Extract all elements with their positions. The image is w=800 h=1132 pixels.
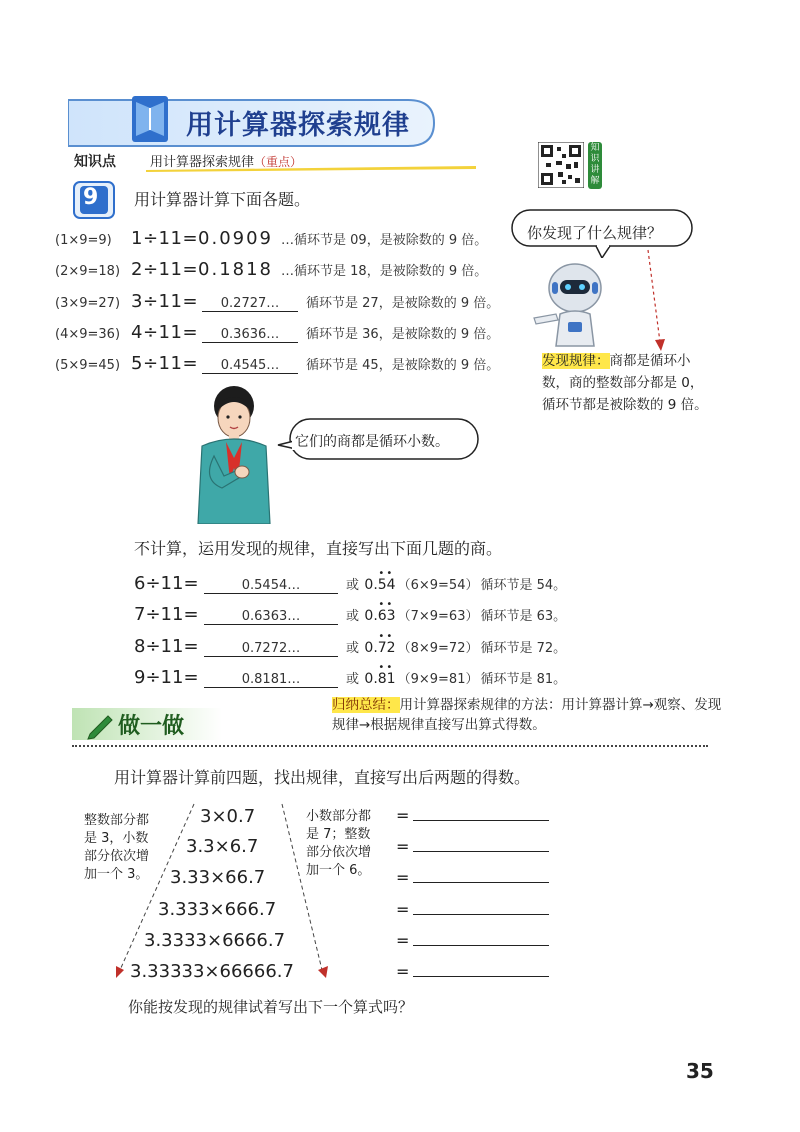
- direct-or: 或: [346, 609, 360, 624]
- row-answer: 0.3636…: [202, 327, 298, 343]
- direct-note: 循环节是 63。: [480, 609, 567, 624]
- direct-or: 或: [346, 578, 360, 593]
- example-number: 9: [83, 185, 99, 210]
- repeating-decimal-value: 0.63: [364, 608, 396, 624]
- page-number: 35: [686, 1059, 714, 1083]
- expression: 3.3333×6666.7: [144, 930, 286, 951]
- page-title: 用计算器探索规律: [186, 110, 410, 141]
- row-answer: 0.2727…: [202, 296, 298, 312]
- repeating-decimal: 0.72 ••: [364, 631, 396, 656]
- row-note: …循环节是 09，是被除数的 9 倍。: [281, 233, 488, 248]
- answer-blank[interactable]: [396, 931, 549, 950]
- row-result: 0.0909: [198, 228, 274, 249]
- row-note: 循环节是 36，是被除数的 9 倍。: [306, 327, 500, 342]
- direct-answer: 0.5454…: [204, 578, 338, 594]
- row-result: 0.1818: [198, 259, 274, 280]
- answer-line[interactable]: [413, 962, 549, 977]
- expression: 3.333×666.7: [158, 899, 277, 920]
- example-row: [55, 291, 499, 315]
- do-it-prompt: 用计算器计算前四题，找出规律，直接写出后两题的得数。: [114, 768, 531, 787]
- direct-row: [134, 662, 567, 688]
- direct-equation: 6÷11=: [134, 573, 199, 594]
- summary-label: 归纳总结：: [332, 697, 400, 713]
- do-it-title: 做一做: [118, 714, 185, 739]
- answer-line[interactable]: [413, 900, 549, 915]
- direct-row: [134, 599, 567, 625]
- right-pattern-note: 小数部分都是 7；整数部分依次增加一个 6。: [306, 809, 372, 878]
- qr-code-block[interactable]: [538, 140, 610, 190]
- row-equation: 2÷11=: [131, 259, 199, 280]
- direct-note: 循环节是 72。: [480, 641, 567, 656]
- direct-note: 循环节是 81。: [480, 672, 567, 687]
- equals-sign: =: [396, 806, 410, 825]
- row-equation: 3÷11=: [131, 291, 199, 312]
- row-prefix: (1×9=9): [55, 233, 112, 248]
- direct-note: 循环节是 54。: [480, 578, 567, 593]
- row-prefix: (2×9=18): [55, 264, 121, 279]
- equals-sign: =: [396, 962, 410, 981]
- example-row: [55, 322, 499, 346]
- summary-block: [332, 695, 722, 735]
- direct-or: 或: [346, 641, 360, 656]
- knowledge-point-text: [150, 151, 302, 170]
- direct-equation: 7÷11=: [134, 604, 199, 625]
- expression: 3×0.7: [200, 806, 256, 827]
- direct-prompt: 不计算，运用发现的规律，直接写出下面几题的商。: [134, 539, 503, 558]
- example-row: [55, 353, 499, 377]
- robot-illustration: [530, 258, 610, 348]
- direct-answer: 0.7272…: [204, 641, 338, 657]
- direct-answer: 0.8181…: [204, 672, 338, 688]
- direct-or: 或: [346, 672, 360, 687]
- row-note: 循环节是 27，是被除数的 9 倍。: [306, 296, 500, 311]
- answer-blank[interactable]: [396, 962, 549, 981]
- girl-illustration: [184, 384, 280, 524]
- answer-blank[interactable]: [396, 837, 549, 856]
- repeating-decimal: 0.81 ••: [364, 662, 396, 687]
- answer-blank[interactable]: [396, 806, 549, 825]
- direct-paren: （6×9=54）: [397, 578, 479, 593]
- left-pattern-note: 整数部分都是 3，小数部分依次增加一个 3。: [84, 813, 150, 882]
- robot-question: 你发现了什么规律？: [527, 224, 663, 242]
- row-equation: 5÷11=: [131, 353, 199, 374]
- expression: 3.33×66.7: [170, 867, 266, 888]
- finding-label: 发现规律：: [542, 353, 610, 369]
- row-answer: 0.4545…: [202, 358, 298, 374]
- repeating-decimal-value: 0.72: [364, 640, 396, 656]
- equals-sign: =: [396, 837, 410, 856]
- pattern-arrows: [110, 802, 336, 980]
- finding-text: 商都是循环小数，商的整数部分都是 0，循环节都是被除数的 9 倍。: [542, 353, 708, 413]
- example-prompt: 用计算器计算下面各题。: [134, 190, 311, 209]
- expression: 3.3×6.7: [186, 836, 259, 857]
- girl-speech: 它们的商都是循环小数。: [295, 434, 449, 450]
- direct-paren: （9×9=81）: [397, 672, 479, 687]
- finding-text-block: [542, 350, 712, 416]
- direct-paren: （8×9=72）: [397, 641, 479, 656]
- direct-equation: 9÷11=: [134, 667, 199, 688]
- direct-equation: 8÷11=: [134, 636, 199, 657]
- example-row: [55, 228, 487, 252]
- answer-line[interactable]: [413, 868, 549, 883]
- repeating-decimal: 0.54 ••: [364, 568, 396, 593]
- dotted-divider: [72, 745, 708, 747]
- equals-sign: =: [396, 900, 410, 919]
- row-prefix: (5×9=45): [55, 358, 121, 373]
- repeating-decimal: 0.63 ••: [364, 599, 396, 624]
- example-row: [55, 259, 487, 283]
- qr-label: 知识讲解: [588, 142, 602, 189]
- repeating-decimal-value: 0.54: [364, 577, 396, 593]
- direct-answer: 0.6363…: [204, 609, 338, 625]
- row-note: 循环节是 45，是被除数的 9 倍。: [306, 358, 500, 373]
- knowledge-point-topic: 用计算器探索规律: [150, 155, 255, 170]
- answer-blank[interactable]: [396, 868, 549, 887]
- answer-line[interactable]: [413, 931, 549, 946]
- equals-sign: =: [396, 868, 410, 887]
- repeating-decimal-value: 0.81: [364, 671, 396, 687]
- answer-line[interactable]: [413, 837, 549, 852]
- row-prefix: (4×9=36): [55, 327, 121, 342]
- follow-up-question: 你能按发现的规律试着写出下一个算式吗？: [128, 998, 414, 1016]
- answer-blank[interactable]: [396, 900, 549, 919]
- expression: 3.33333×66666.7: [130, 961, 294, 982]
- importance-tag: （重点）: [254, 155, 303, 169]
- direct-paren: （7×9=63）: [397, 609, 479, 624]
- knowledge-point-label: 知识点: [74, 154, 116, 170]
- row-equation: 4÷11=: [131, 322, 199, 343]
- row-prefix: (3×9=27): [55, 296, 121, 311]
- answer-line[interactable]: [413, 806, 549, 821]
- qr-code-icon: [538, 142, 584, 188]
- equals-sign: =: [396, 931, 410, 950]
- summary-text: 用计算器探索规律的方法：用计算器计算→观察、发现规律→根据规律直接写出算式得数。: [332, 697, 722, 733]
- row-note: …循环节是 18，是被除数的 9 倍。: [281, 264, 488, 279]
- direct-row: [134, 631, 567, 657]
- dashed-arrow: [640, 248, 670, 352]
- row-equation: 1÷11=: [131, 228, 199, 249]
- direct-row: [134, 568, 567, 594]
